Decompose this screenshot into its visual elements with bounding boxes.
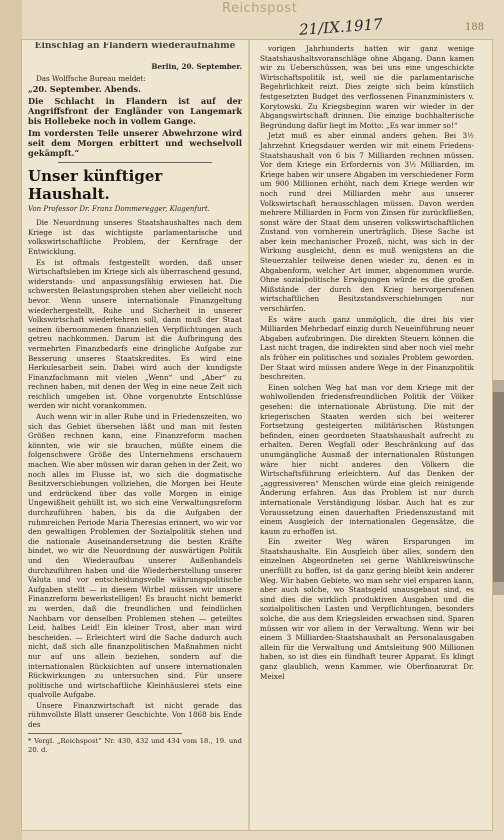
footnote-rule — [28, 733, 182, 734]
paragraph: Ein zweiter Weg wären Ersparungen im Staatshaushalte. Ein Ausgleich über alles, sondern den einzelnen Abgeordneten sei gerne Wahlkreiswünsche unerfüllt zu hoffen, ist da ganz gering bleibt kein anderer Weg. Wir haben Gebiete, wo man sehr viel ersparen kann, aber auch solche, wo Staatsgeld unausgebaut sind, es sind dies die wirklich produktiven Ausgaben und die sozialpolitischen Lasten und Verpflichtungen, besonders solche, die aus dem Kriegsleiden erwachsen sind. Sparen müssen wir vor allem in der Verwaltung. Wenn wir bei einem 3 Milliarden-Staatshaushalt an Personalausgaben allein für die Verwaltung und Amtsleitung 900 Millionen haben, so ist dies ein fündhaft teurer Apparat. Es klingt ganz glaublich, wenn Kammer, wie Oberfinanzrat Dr. Meixel — [260, 537, 474, 681]
article-title: Unser künftiger Haushalt. — [28, 167, 163, 204]
column-right — [260, 44, 474, 682]
paragraph: Unsere Finanzwirtschaft ist nicht gerade das rühmvollste Blatt unserer Geschichte. Von 1868 bis Ende des — [28, 700, 242, 730]
paragraph: Jetzt muß es aber einmal anders gehen. Bei 3½ Jahrzehnt Kriegsdauer werden wir mit einem Friedens-Staatshaushalt von 6 bis 7 Milliarden rechnen müssen. Vor dem Kriege ein Erfordernis von 3½ Milliarden, im Kriege haben wir unsere Abgaben im verschiedener Form um 900 Millionen erhöht, nach dem Kriege werden wir noch rund drei Milliarden mehr aus unserer Volkswirtschaft herausschlagen müssen. Davon werden mehrere Milliarden in Form von Zinsen für zurückfließen, sonst wäre der Staat dem unseren volkswirtschaftlichen Zustand von vornherein unerträglich. Diese Sache ist aber kein mechanischer Prozeß, nicht, was sich in der Wirkung ausgleicht, denn es muß wenigstens an die Steuerzahler teilweise denen wieder zu, denen es in Abgabenform, welcher Art immer, abgenommen wurde. Ohne sozialpolitische Erwägungen würde es die großen Mißstände der durch den Krieg hervorgerufenen wirtschaftlichen Besitzstandsverschiebungen nur verschärfen. — [260, 131, 474, 314]
paragraph: Die Neuordnung unseres Staatshaushaltes nach dem Kriege ist das wichtigste parlamentarische und volkswirtschaftliche Problem, der Kernfrage der Entwicklung. — [28, 218, 242, 256]
folio-number: 188 — [465, 22, 485, 33]
wire-intro: Das Wolffsche Bureau meldet: — [36, 73, 146, 83]
column-rule — [248, 40, 250, 830]
paragraph: vorigen Jahrhunderts hatten wir ganz wenige Staatshaushaltsvoranschläge ohne Abgang. Dann kamen wir zu Ueberschüssen, was bei uns eine ungeschickte Wirtschaftspolitik ist, weil sie die parlamentarische Begehrlichkeit reizt. Dies zeigte sich beim künstlich festgesetzten Budget des verflossenen Finanzministers v. Korytowski. Zu Kriegsbeginn waren wir wieder in der Abgangswirtschaft drinnen. Die einzige buchhalterische Begründung dafür liegt im Motto: „Es war immer so!“ — [260, 44, 474, 130]
newspaper-clipping — [22, 40, 492, 830]
paragraph: Es wäre auch ganz unmöglich, die drei bis vier Milliarden Mehrbedarf einzig durch Neueinführung neuer Abgaben aufzubringen. Die direkten Steuern können die Last nicht tragen, die indirekten sind aber noch viel mehr als früher ein politisches und soziales Problem geworden. Der Staat wird müssen andere Wege in der Finanzpolitik beschreiten. — [260, 314, 474, 382]
wire-bold-1: „20. September. Abends. — [28, 84, 141, 95]
wire-bold-2: Die Schlacht in Flandern ist auf der Angriffsfront der Engländer von Langemark bis Hollebeke noch in vollem Gange. — [28, 96, 242, 127]
article-byline: Von Professor Dr. Franz Dommeregger, Klagenfurt. — [28, 205, 210, 214]
newspaper-stamp: Reichspost — [222, 1, 298, 16]
column-left — [28, 40, 242, 755]
cut-headline: Einschlag an Flandern wiederaufnahme — [34, 42, 236, 51]
handwritten-date: 21/IX.1917 — [298, 15, 384, 39]
dateline: Berlin, 20. September. — [151, 62, 242, 71]
paragraph: Auch wenn wir in aller Ruhe und in Friedenszeiten, wo sich das Gebiet übersehen läßt und man mit festen Größen rechnen kann, eine Finanzreform machen könnten, wie wir sie brauchen, müßte einem die folgenschwere Größe des Unternehmens erschauern machen. Wie aber müssen wir daran gehen in der Zeit, wo noch alles im Flusse ist, wo sich die dogmatische Besitzverschiebungen vollziehen, die Morgen bei Heute und erdrückend über das volle Morgen in einige Ungewißheit gehüllt ist, wo sich eine Verwaltungsreform durchzuführen haben, bis da die Aufgaben der ruhmreichen Periode Maria Theresias erinnert, wo wir vor den gewaltigen Problemen der Sozialpolitik stehen und die nationale Auseinandersetzung die besten Kräfte bindet, wo wir die Neuordnung der auswärtigen Politik und den Wiederaufbau unserer Außenhandels durchzuführen haben und die Wiederherstellung unserer Valuta und vor entscheidungsvolle währungspolitische Aufgaben stellt — in diesem Wirbel müssen wir unsere Finanzreform bewerkstelligen! Es braucht nicht bemerkt zu werden, daß die freundlichen und feindlichen Nachbarn vor denselben Problemen stehen — geteiltes Leid, halbes Leid! Ein kleiner Trost, aber man wird bescheiden. — Erleichtert wird die Sache dadurch auch nicht, daß sich alle finanzpolitischen Maßnahmen nicht nur auf uns allein beziehen, sondern auf die internationalen Rücksichten auf unsere internationalen Rückwirkungen zu untersuchen sind. Für unsere politische und wirtschaftliche Kleinhäuslerei stets eine qualvolle Aufgabe. — [28, 412, 242, 700]
footnote: * Vergl. „Reichspost“ Nr. 430, 432 und 434 vom 18., 19. und 20. d. — [28, 736, 242, 754]
wire-bold-3: Im vordersten Teile unserer Abwehrzone wird seit dem Morgen erbittert und wechselvoll gekämpft.“ — [28, 128, 242, 159]
article-head — [28, 167, 242, 203]
paragraph: Einen solchen Weg hat man vor dem Kriege mit der wohlwollenden friedensfreundlichen Politik der Völker gesehen: die internationale Abrüstung. Die mit der kriegerischen Staaten werden sich bei weiterer Fortsetzung gesteigerten militärischen Rüstungen befinden, einen geordneten Staatshaushalt aufrecht zu erhalten. Deren Wegfall oder Beschränkung auf das unumgängliche Ausmaß der internationalen Rüstungen wäre hier nicht anderes den Völkern die Wirtschaftsführung erleichtern. Auf das Denken der „aggressiveren“ Menschen würde eine gleich reinigende Änderung erfahren. Aus das Problem ist nur durch internationale Verständigung lösbar. Auch hat es zur Voraussetzung einen dauerhaften Friedenszustand mit einem Ausgleich der internationalen Gegensätze, die kaum zu erhoffen ist. — [260, 382, 474, 536]
paragraph: Es ist oftmals festgestellt worden, daß unser Wirtschaftsleben im Kriege sich als überraschend gesund, widerstands- und anpassungsfähig erwiesen hat. Die schwersten Belastungsproben stehen aber vielleicht noch bevor. Wenn unsere internationale Finanzgeltung wiederhergestellt, Ruhe und Sicherheit in unserer Volkswirtschaft wiederkehren soll, dann muß der Staat seinen übernommenen finanziellen Verpflichtungen auch getreu nachkommen. Darum ist die Aufbringung des vermehrten Finanzbedarfs eine dringliche Aufgabe zur Besserung unseres Staatskredites. Es wird eine Herkulesarbeit sein. Dabei wird auch der kundigste Finanzfachmann mit vielen „Wenn“ und „Aber“ zu rechnen haben, mit denen der Weg in eine neue Zeit sich reichlich umgeben ist. Ohne vorgenutzte Entschlüsse werden wir nicht vorankommen. — [28, 257, 242, 411]
divider — [58, 162, 212, 163]
